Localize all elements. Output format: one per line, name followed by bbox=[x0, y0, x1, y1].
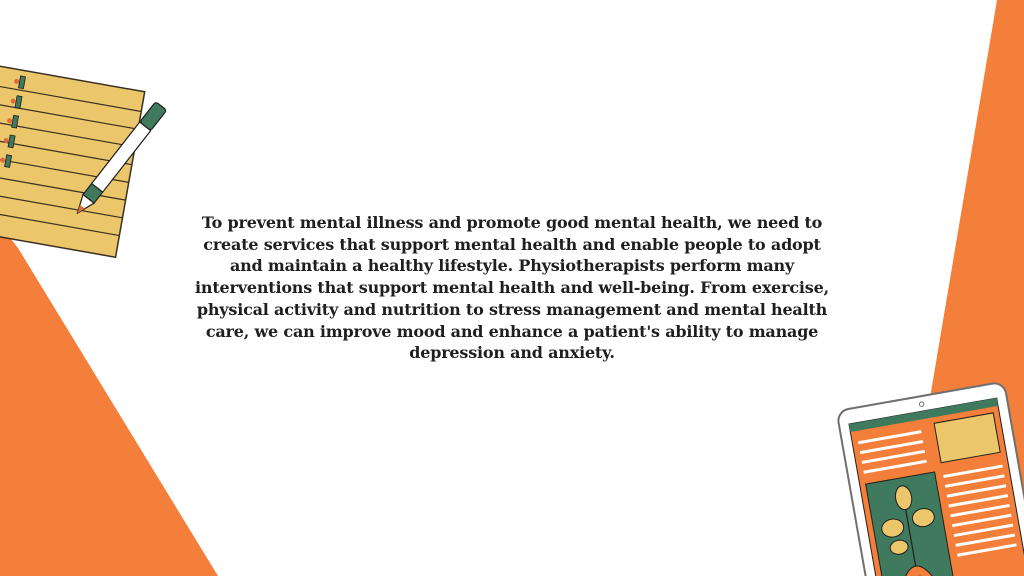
body-text: To prevent mental illness and promote good mental health, we need to create services that support mental health and enable people to adopt and maintain a healthy lifestyle. Physiotherapists perform many interventions that support mental health and well-being. From exercise, physical activity and nutrition to stress management and mental health care, we can improve mood and enhance a patient's ability to manage depression and anxiety. bbox=[195, 213, 829, 363]
